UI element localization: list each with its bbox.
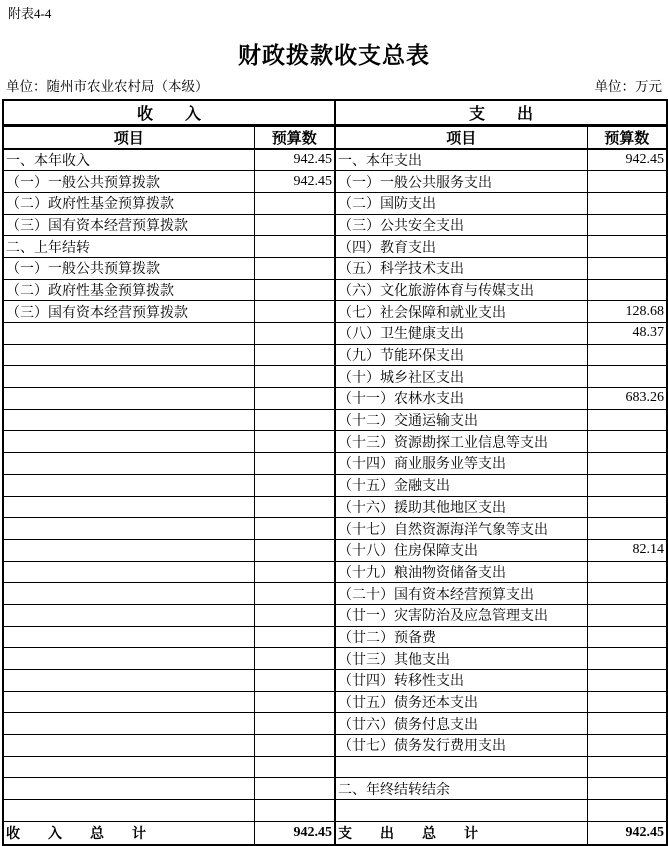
expense-item-cell: （十四）商业服务业等支出 — [335, 453, 587, 475]
expense-item-cell: （五）科学技术支出 — [335, 257, 587, 279]
income-item-cell — [3, 735, 254, 757]
expense-item-cell: （廿七）债务发行费用支出 — [335, 735, 587, 757]
unit-line — [6, 79, 662, 95]
table-row — [3, 214, 667, 236]
income-value-cell — [254, 453, 335, 475]
expense-value-cell — [587, 691, 667, 713]
expense-value-cell — [587, 583, 667, 605]
table-row — [3, 648, 667, 670]
expense-value-cell — [587, 735, 667, 757]
expense-item-cell: （十八）住房保障支出 — [335, 539, 587, 561]
income-value-cell — [254, 778, 335, 800]
income-value-cell — [254, 192, 335, 214]
expense-item-cell: （四）教育支出 — [335, 236, 587, 258]
income-value-cell — [254, 735, 335, 757]
expense-item-cell: （廿五）债务还本支出 — [335, 691, 587, 713]
income-value-cell — [254, 409, 335, 431]
expense-budget-column-header: 预算数 — [587, 126, 667, 150]
income-item-cell — [3, 561, 254, 583]
income-item-cell — [3, 800, 254, 822]
section-header-row — [3, 100, 667, 126]
table-row — [3, 496, 667, 518]
expense-item-cell: （十六）援助其他地区支出 — [335, 496, 587, 518]
column-header-row — [3, 126, 667, 150]
table-row — [3, 279, 667, 301]
table-row — [3, 409, 667, 431]
income-value-cell — [254, 539, 335, 561]
income-item-cell: （一）一般公共预算拨款 — [3, 257, 254, 279]
income-value-cell — [254, 257, 335, 279]
income-value-cell — [254, 236, 335, 258]
expense-item-cell: （三）公共安全支出 — [335, 214, 587, 236]
table-row — [3, 192, 667, 214]
income-budget-column-header: 预算数 — [254, 126, 335, 150]
income-value-cell — [254, 670, 335, 692]
expense-item-cell: 一、本年支出 — [335, 149, 587, 171]
table-row — [3, 257, 667, 279]
expense-item-cell: （廿六）债务付息支出 — [335, 713, 587, 735]
income-item-cell — [3, 474, 254, 496]
expense-item-cell — [335, 800, 587, 822]
income-value-cell — [254, 648, 335, 670]
expense-value-cell — [587, 431, 667, 453]
income-item-cell — [3, 453, 254, 475]
expense-item-cell: （廿四）转移性支出 — [335, 670, 587, 692]
expense-item-cell — [335, 756, 587, 778]
income-item-cell — [3, 691, 254, 713]
expense-value-cell — [587, 474, 667, 496]
income-value-cell: 942.45 — [254, 149, 335, 171]
income-value-cell — [254, 323, 335, 345]
table-row — [3, 756, 667, 778]
income-item-cell — [3, 756, 254, 778]
income-value-cell — [254, 496, 335, 518]
expense-item-cell: （十）城乡社区支出 — [335, 366, 587, 388]
table-row — [3, 539, 667, 561]
total-row — [3, 821, 667, 845]
table-row — [3, 626, 667, 648]
income-item-cell — [3, 496, 254, 518]
table-row — [3, 518, 667, 540]
expense-value-cell — [587, 670, 667, 692]
expense-value-cell — [587, 778, 667, 800]
income-value-cell — [254, 626, 335, 648]
income-item-cell — [3, 604, 254, 626]
income-item-cell: 一、本年收入 — [3, 149, 254, 171]
expense-value-cell — [587, 518, 667, 540]
unit-currency: 单位：万元 — [594, 79, 662, 94]
expense-value-cell — [587, 496, 667, 518]
income-value-cell — [254, 583, 335, 605]
income-value-cell: 942.45 — [254, 171, 335, 193]
income-value-cell — [254, 431, 335, 453]
income-item-cell — [3, 388, 254, 410]
expense-value-cell — [587, 344, 667, 366]
table-row — [3, 691, 667, 713]
expense-value-cell — [587, 561, 667, 583]
expense-value-cell — [587, 192, 667, 214]
expense-item-cell: （廿二）预备费 — [335, 626, 587, 648]
income-item-cell: 二、上年结转 — [3, 236, 254, 258]
table-row — [3, 735, 667, 757]
expense-value-cell — [587, 257, 667, 279]
table-annotation: 附表4-4 — [8, 6, 52, 21]
expense-item-cell: （十九）粮油物资储备支出 — [335, 561, 587, 583]
table-row — [3, 453, 667, 475]
expense-item-cell: （九）节能环保支出 — [335, 344, 587, 366]
income-value-cell — [254, 344, 335, 366]
income-item-cell — [3, 626, 254, 648]
table-row — [3, 323, 667, 345]
expense-section-header: 支 出 — [335, 100, 667, 126]
income-item-cell: （三）国有资本经营预算拨款 — [3, 214, 254, 236]
expense-value-cell — [587, 713, 667, 735]
expense-value-cell: 683.26 — [587, 388, 667, 410]
income-value-cell — [254, 474, 335, 496]
expense-item-cell: （十五）金融支出 — [335, 474, 587, 496]
income-item-cell — [3, 518, 254, 540]
expense-total-label: 支 出 总 计 — [335, 821, 587, 845]
income-item-cell — [3, 431, 254, 453]
income-item-cell — [3, 344, 254, 366]
expense-value-cell: 128.68 — [587, 301, 667, 323]
table-row — [3, 670, 667, 692]
unit-organization: 单位：随州市农业农村局（本级） — [6, 79, 209, 94]
income-value-cell — [254, 366, 335, 388]
expense-value-cell — [587, 366, 667, 388]
income-item-cell — [3, 670, 254, 692]
income-section-header: 收 入 — [3, 100, 335, 126]
expense-value-cell — [587, 279, 667, 301]
income-item-cell — [3, 366, 254, 388]
expense-value-cell — [587, 453, 667, 475]
income-item-cell: （三）国有资本经营预算拨款 — [3, 301, 254, 323]
expense-value-cell — [587, 409, 667, 431]
income-value-cell — [254, 301, 335, 323]
table-row — [3, 713, 667, 735]
expense-total-value: 942.45 — [587, 821, 667, 845]
income-value-cell — [254, 279, 335, 301]
income-value-cell — [254, 604, 335, 626]
expense-item-cell: （七）社会保障和就业支出 — [335, 301, 587, 323]
table-row — [3, 388, 667, 410]
table-row — [3, 301, 667, 323]
income-value-cell — [254, 214, 335, 236]
income-item-cell — [3, 409, 254, 431]
expense-value-cell: 942.45 — [587, 149, 667, 171]
expense-value-cell — [587, 236, 667, 258]
expense-value-cell — [587, 626, 667, 648]
budget-table — [2, 99, 668, 846]
table-row — [3, 149, 667, 171]
expense-item-cell: （十一）农林水支出 — [335, 388, 587, 410]
expense-item-cell: （二十）国有资本经营预算支出 — [335, 583, 587, 605]
table-row — [3, 366, 667, 388]
table-row — [3, 236, 667, 258]
expense-item-cell: （廿一）灾害防治及应急管理支出 — [335, 604, 587, 626]
income-item-cell — [3, 539, 254, 561]
table-row — [3, 171, 667, 193]
income-value-cell — [254, 800, 335, 822]
table-row — [3, 344, 667, 366]
expense-item-cell: 二、年终结转结余 — [335, 778, 587, 800]
income-item-cell — [3, 648, 254, 670]
page-title: 财政拨款收支总表 — [238, 43, 430, 68]
income-value-cell — [254, 388, 335, 410]
expense-value-cell: 82.14 — [587, 539, 667, 561]
income-item-cell: （二）政府性基金预算拨款 — [3, 279, 254, 301]
expense-value-cell — [587, 604, 667, 626]
expense-item-cell: （一）一般公共服务支出 — [335, 171, 587, 193]
expense-value-cell — [587, 648, 667, 670]
expense-item-column-header: 项目 — [335, 126, 587, 150]
income-value-cell — [254, 691, 335, 713]
table-row — [3, 561, 667, 583]
expense-value-cell — [587, 171, 667, 193]
income-item-cell: （一）一般公共预算拨款 — [3, 171, 254, 193]
table-row — [3, 474, 667, 496]
income-value-cell — [254, 561, 335, 583]
expense-item-cell: （十七）自然资源海洋气象等支出 — [335, 518, 587, 540]
expense-item-cell: （廿三）其他支出 — [335, 648, 587, 670]
income-total-value: 942.45 — [254, 821, 335, 845]
income-item-column-header: 项目 — [3, 126, 254, 150]
table-row — [3, 800, 667, 822]
table-row — [3, 778, 667, 800]
expense-item-cell: （六）文化旅游体育与传媒支出 — [335, 279, 587, 301]
expense-value-cell: 48.37 — [587, 323, 667, 345]
expense-item-cell: （二）国防支出 — [335, 192, 587, 214]
income-value-cell — [254, 518, 335, 540]
income-item-cell — [3, 583, 254, 605]
income-item-cell — [3, 713, 254, 735]
income-item-cell — [3, 778, 254, 800]
income-item-cell: （二）政府性基金预算拨款 — [3, 192, 254, 214]
expense-item-cell: （八）卫生健康支出 — [335, 323, 587, 345]
income-total-label: 收 入 总 计 — [3, 821, 254, 845]
income-value-cell — [254, 756, 335, 778]
income-item-cell — [3, 323, 254, 345]
expense-item-cell: （十二）交通运输支出 — [335, 409, 587, 431]
expense-value-cell — [587, 214, 667, 236]
table-row — [3, 431, 667, 453]
expense-value-cell — [587, 756, 667, 778]
table-row — [3, 583, 667, 605]
income-value-cell — [254, 713, 335, 735]
expense-item-cell: （十三）资源勘探工业信息等支出 — [335, 431, 587, 453]
table-row — [3, 604, 667, 626]
expense-value-cell — [587, 800, 667, 822]
